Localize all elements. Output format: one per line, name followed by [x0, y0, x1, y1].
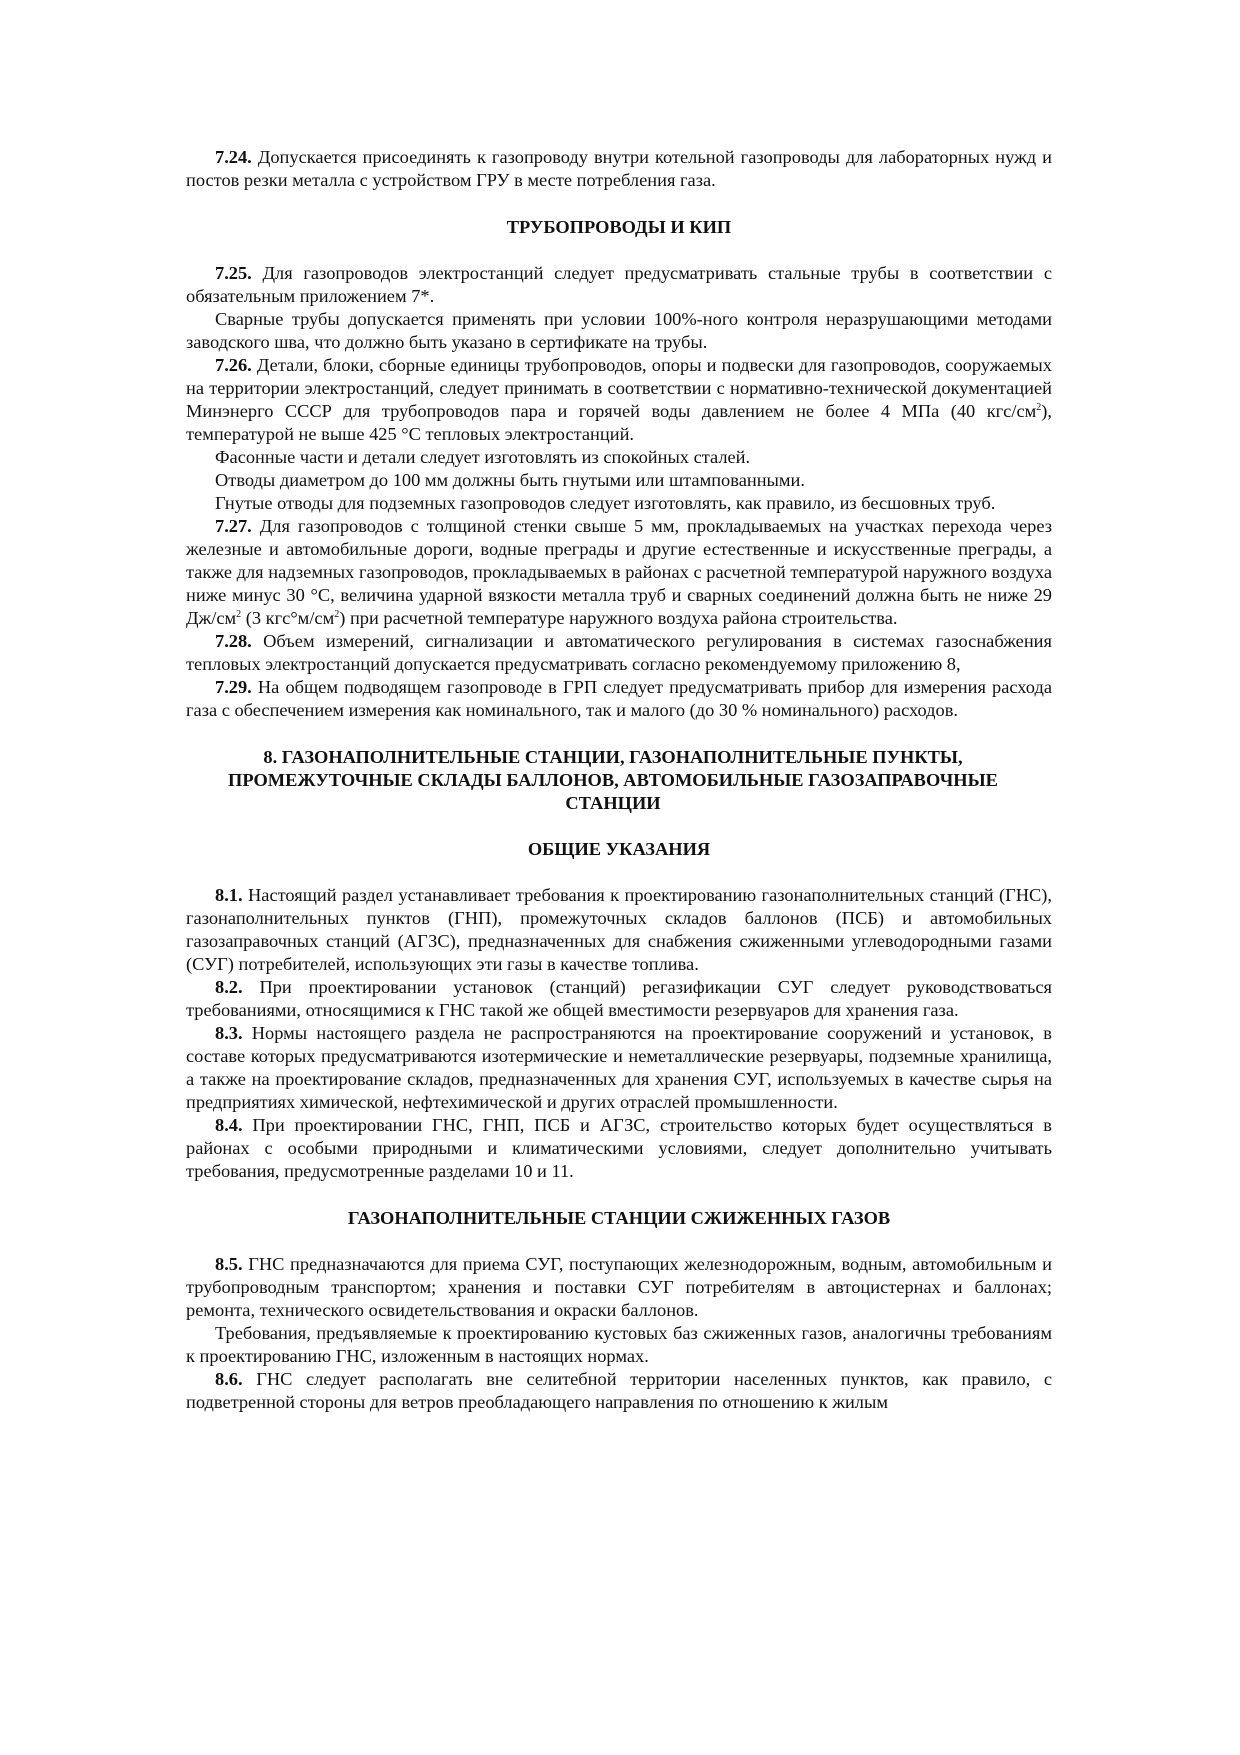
- paragraph-7-28: [186, 630, 1052, 676]
- paragraph-7-25: [186, 262, 1052, 308]
- paragraph-7-26: [186, 354, 1052, 446]
- clause-number: 8.1.: [215, 885, 243, 905]
- clause-text: При проектировании ГНС, ГНП, ПСБ и АГЗС, строительство которых будет осуществляться в районах с особыми природными и климатическими условиями, следует дополнительно учитывать требования, предусмотренные разделами 10 и 11.: [186, 1115, 1052, 1181]
- clause-text: Для газопроводов электростанций следует предусматривать стальные трубы в соответствии с обязательным приложением 7*.: [186, 263, 1052, 306]
- superscript: 2: [236, 608, 242, 620]
- clause-number: 8.6.: [215, 1369, 243, 1389]
- paragraph-7-29: [186, 676, 1052, 722]
- clause-text: При проектировании установок (станций) регазификации СУГ следует руководствоваться требованиями, относящимися к ГНС такой же общей вместимости резервуаров для хранения газа.: [186, 977, 1052, 1020]
- document-page: [186, 146, 1052, 1414]
- clause-number: 8.4.: [215, 1115, 243, 1135]
- clause-text: На общем подводящем газопроводе в ГРП следует предусматривать прибор для измерения расхода газа с обеспечением измерения как номинального, так и малого (до 30 % номинального) расходов.: [186, 677, 1052, 720]
- paragraph-8-1: [186, 884, 1052, 976]
- paragraph-7-25-welded: Сварные трубы допускается применять при условии 100%-ного контроля неразрушающими методами заводского шва, что должно быть указано в сертификате на трубы.: [186, 309, 1052, 352]
- superscript: 2: [334, 608, 340, 620]
- clause-text: ) при расчетной температуре наружного воздуха района строительства.: [339, 608, 898, 628]
- clause-text: Допускается присоединять к газопроводу внутри котельной газопроводы для лабораторных нужд и постов резки металла с устройством ГРУ в месте потребления газа.: [186, 147, 1052, 190]
- superscript: 2: [1036, 401, 1042, 413]
- clause-number: 7.27.: [215, 516, 252, 536]
- paragraph-8-5-requirements: Требования, предъявляемые к проектированию кустовых баз сжиженных газов, аналогичны требованиям к проектированию ГНС, изложенным в настоящих нормах.: [186, 1323, 1052, 1366]
- clause-text: Настоящий раздел устанавливает требования к проектированию газонаполнительных станций (ГНС), газонаполнительных пунктов (ГНП), промежуточных складов баллонов (ПСБ) и автомобильных газозаправочных станций (АГЗС), предназначенных для снабжения сжиженными углеводородными газами (СУГ) потребителей, использующих эти газы в качестве топлива.: [186, 885, 1052, 974]
- clause-text: Детали, блоки, сборные единицы трубопроводов, опоры и подвески для газопроводов, сооружаемых на территории электростанций, следует принимать в соответствии с нормативно-технической документацией Минэнерго СССР для трубопроводов пара и горячей воды давлением не более 4 МПа (40 кгс/см: [186, 355, 1052, 421]
- clause-text: Для газопроводов с толщиной стенки свыше 5 мм, прокладываемых на участках перехода через железные и автомобильные дороги, водные преграды и другие естественные и искусственные преграды, а также для надземных газопроводов, прокладываемых в районах с расчетной температурой наружного воздуха ниже минус 30 °С, величина ударной вязкости металла труб и сварных соединений должна быть не ниже 29 Дж/см: [186, 516, 1052, 628]
- paragraph-7-26-bent-underground: Гнутые отводы для подземных газопроводов следует изготовлять, как правило, из бесшовных труб.: [215, 493, 996, 513]
- paragraph-7-26-bends: Отводы диаметром до 100 мм должны быть гнутыми или штампованными.: [215, 470, 805, 490]
- paragraph-8-4: [186, 1114, 1052, 1183]
- paragraph-7-24: [186, 146, 1052, 192]
- clause-text: ГНС следует располагать вне селитебной территории населенных пунктов, как правило, с подветренной стороны для ветров преобладающего направления по отношению к жилым: [186, 1369, 1053, 1412]
- clause-number: 8.3.: [215, 1023, 243, 1043]
- paragraph-7-26-fittings: Фасонные части и детали следует изготовлять из спокойных сталей.: [215, 447, 751, 467]
- clause-text: Нормы настоящего раздела не распространяются на проектирование сооружений и установок, в составе которых предусматриваются изотермические и неметаллические резервуары, подземные хранилища, а также на проектирование складов, предназначенных для хранения СУГ, используемых в качестве сырья на предприятиях химической, нефтехимической и других отраслей промышленности.: [186, 1023, 1052, 1112]
- clause-text: Объем измерений, сигнализации и автоматического регулирования в системах газоснабжения тепловых электростанций допускается предусматривать согласно рекомендуемому приложению 8,: [186, 631, 1052, 674]
- paragraph-8-6: [186, 1368, 1052, 1414]
- heading-pipes-kip: ТРУБОПРОВОДЫ И КИП: [506, 217, 732, 237]
- clause-number: 7.24.: [215, 147, 252, 167]
- clause-number: 8.5.: [215, 1254, 243, 1274]
- heading-section-8: 8. ГАЗОНАПОЛНИТЕЛЬНЫЕ СТАНЦИИ, ГАЗОНАПОЛНИТЕЛЬНЫЕ ПУНКТЫ, ПРОМЕЖУТОЧНЫЕ СКЛАДЫ БАЛЛОНОВ, АВТОМОБИЛЬНЫЕ ГАЗОЗАПРАВОЧНЫЕ СТАНЦИИ: [228, 747, 998, 813]
- clause-number: 7.28.: [215, 631, 252, 651]
- paragraph-8-2: [186, 976, 1052, 1022]
- clause-text: ГНС предназначаются для приема СУГ, поступающих железнодорожным, водным, автомобильным и трубопроводным транспортом; хранения и поставки СУГ потребителям в автоцистернах и баллонах; ремонта, технического освидетельствования и окраски баллонов.: [186, 1254, 1052, 1320]
- clause-number: 8.2.: [215, 977, 243, 997]
- paragraph-8-3: [186, 1022, 1052, 1114]
- clause-number: 7.29.: [215, 677, 252, 697]
- clause-number: 7.26.: [215, 355, 252, 375]
- paragraph-8-5: [186, 1253, 1052, 1322]
- clause-text: (3 кгс°м/см: [241, 608, 335, 628]
- paragraph-7-27: [186, 515, 1052, 630]
- clause-number: 7.25.: [215, 263, 252, 283]
- heading-gns-liquefied-gas: ГАЗОНАПОЛНИТЕЛЬНЫЕ СТАНЦИИ СЖИЖЕННЫХ ГАЗОВ: [347, 1208, 891, 1228]
- heading-general-instructions: ОБЩИЕ УКАЗАНИЯ: [527, 839, 711, 859]
- clause-text: ), температурой не выше 425 °С тепловых электростанций.: [186, 401, 1052, 444]
